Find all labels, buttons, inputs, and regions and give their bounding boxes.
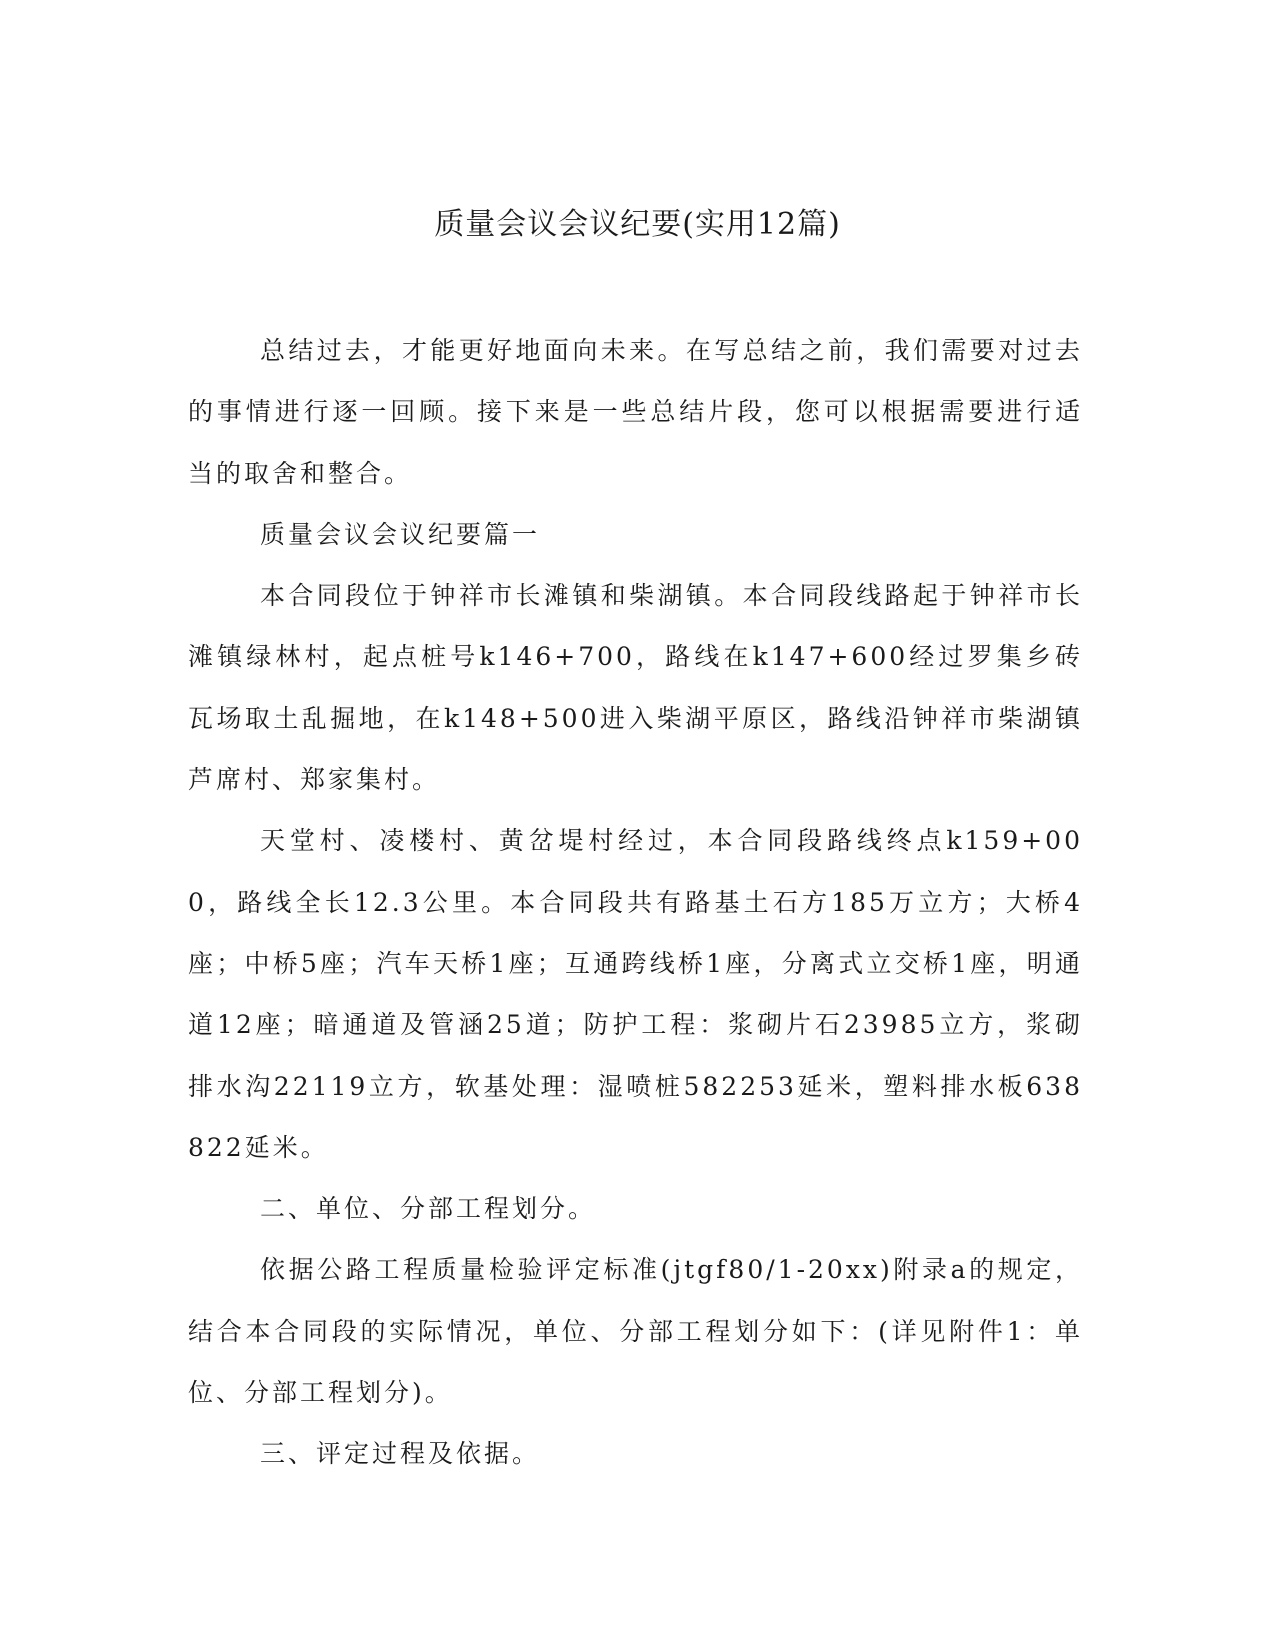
section-heading-evaluation: 三、评定过程及依据。: [260, 1439, 541, 1469]
section-heading-division: 二、单位、分部工程划分。: [260, 1194, 597, 1224]
paragraph-route-start: 本合同段位于钟祥市长滩镇和柴湖镇。本合同段线路起于钟祥市长滩镇绿林村，起点桩号k146+700，路线在k147+600经过罗集乡砖瓦场取土乱掘地，在k148+500进入柴湖平原区，路线沿钟祥市柴湖镇芦席村、郑家集村。: [188, 581, 1083, 795]
document-title: 质量会议会议纪要(实用12篇): [434, 207, 841, 242]
paragraph-intro: 总结过去，才能更好地面向未来。在写总结之前，我们需要对过去的事情进行逐一回顾。接下来是一些总结片段，您可以根据需要进行适当的取舍和整合。: [188, 336, 1083, 488]
document-body: [188, 320, 1083, 1485]
paragraph-route-quantities: 天堂村、凌楼村、黄岔堤村经过，本合同段路线终点k159+000，路线全长12.3公里。本合同段共有路基土石方185万立方；大桥4座；中桥5座；汽车天桥1座；互通跨线桥1座，分离式立交桥1座，明通道12座；暗通道及管涵25道；防护工程：浆砌片石23985立方，浆砌排水沟22119立方，软基处理：湿喷桩582253延米，塑料排水板638822延米。: [188, 826, 1083, 1162]
section-heading-part-one: 质量会议会议纪要篇一: [260, 519, 541, 549]
paragraph-division-basis: 依据公路工程质量检验评定标准(jtgf80/1-20xx)附录a的规定，结合本合同段的实际情况，单位、分部工程划分如下：(详见附件1：单位、分部工程划分)。: [188, 1255, 1083, 1408]
